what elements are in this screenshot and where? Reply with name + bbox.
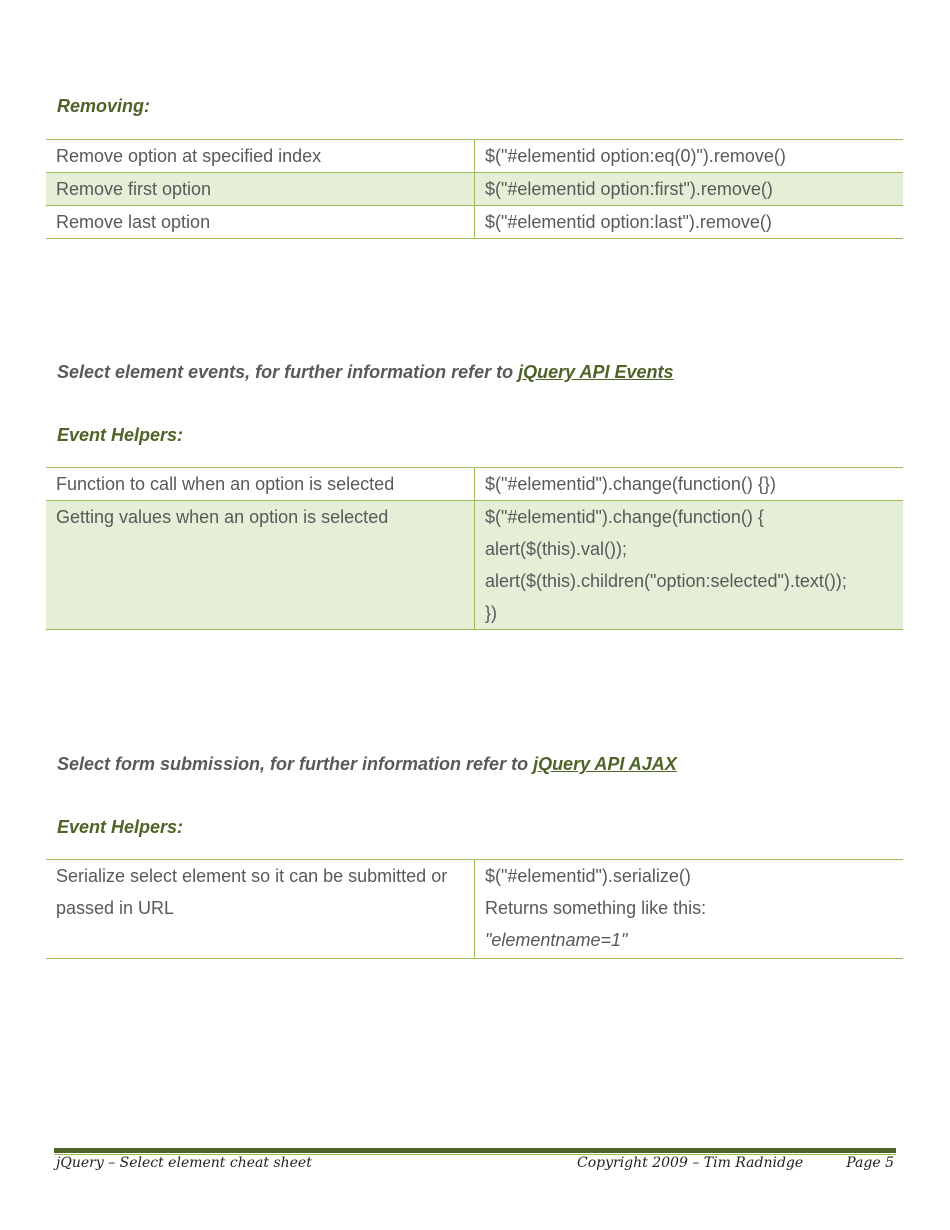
- table-cell-description: Function to call when an option is selected: [46, 468, 475, 501]
- removing-table: [46, 139, 903, 239]
- table-cell-description: [46, 860, 475, 959]
- table-cell-code: $("#elementid").change(function() {}): [485, 474, 776, 494]
- jquery-api-ajax-link[interactable]: jQuery API AJAX: [533, 754, 677, 774]
- footer-copyright: Copyright 2009 – Tim Radnidge: [577, 1155, 804, 1171]
- table-cell-code: [475, 501, 904, 630]
- events-title-text: Select element events, for further information refer to: [57, 362, 519, 382]
- removing-heading: Removing:: [57, 96, 151, 116]
- table-cell-description: Getting values when an option is selected: [46, 501, 475, 630]
- code-line: alert($(this).val());: [485, 539, 628, 559]
- table-cell-code: $("#elementid option:eq(0)").remove(): [485, 146, 786, 166]
- table-cell-code: $("#elementid option:last").remove(): [485, 212, 772, 232]
- code-line: }): [485, 603, 498, 623]
- description-line: Serialize select element so it can be submitted or: [56, 866, 448, 886]
- table-row: [46, 501, 903, 630]
- table-row: [46, 173, 903, 206]
- table-row: [46, 468, 903, 501]
- jquery-api-events-link[interactable]: jQuery API Events: [518, 362, 674, 382]
- table-cell-description: Remove first option: [46, 173, 475, 206]
- code-line: $("#elementid").serialize(): [485, 866, 691, 886]
- submission-title-text: Select form submission, for further information refer to: [57, 754, 534, 774]
- table-row: [46, 140, 903, 173]
- code-line: Returns something like this:: [485, 898, 707, 918]
- code-line: alert($(this).children("option:selected").text());: [485, 571, 847, 591]
- events-section-title: [57, 362, 674, 383]
- table-cell-code: [475, 860, 904, 959]
- footer-rule: [54, 1148, 896, 1153]
- footer-document-title: jQuery – Select element cheat sheet: [56, 1155, 312, 1171]
- table-cell-description: Remove last option: [46, 206, 475, 239]
- table-row: [46, 206, 903, 239]
- footer-page-number: Page 5: [846, 1155, 894, 1171]
- table-cell-description: Remove option at specified index: [46, 140, 475, 173]
- submission-table: [46, 859, 903, 959]
- table-row: [46, 860, 903, 959]
- description-line: passed in URL: [56, 898, 175, 918]
- table-cell-code: $("#elementid option:first").remove(): [475, 173, 904, 206]
- code-example: "elementname=1": [485, 930, 628, 950]
- submission-helpers-heading: Event Helpers:: [57, 817, 184, 837]
- code-line: $("#elementid").change(function() {: [485, 507, 764, 527]
- events-table: [46, 467, 903, 630]
- submission-section-title: [57, 754, 677, 775]
- events-helpers-heading: Event Helpers:: [57, 425, 184, 445]
